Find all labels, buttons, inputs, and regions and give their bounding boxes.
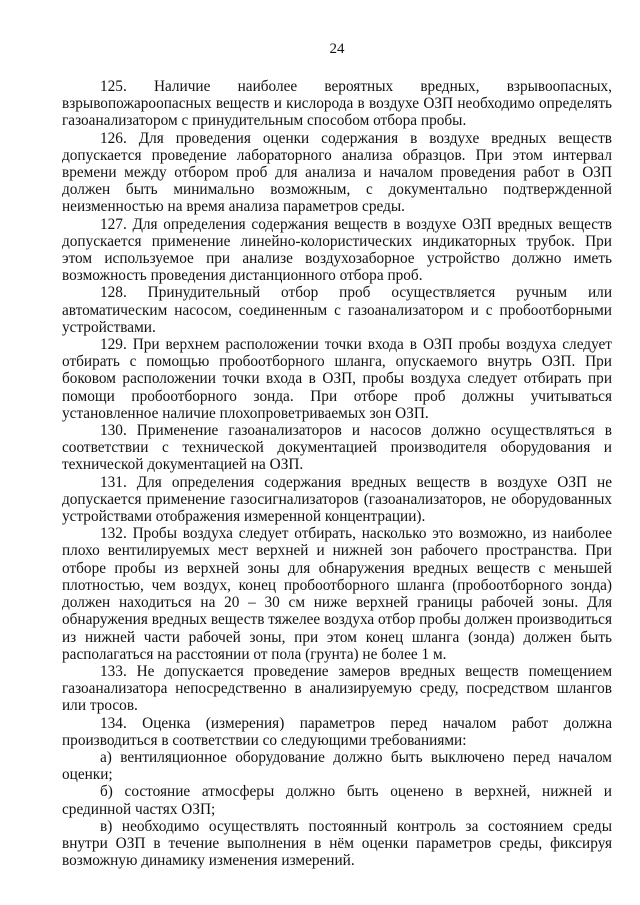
paragraph-134: 134. Оценка (измерения) параметров перед началом работ должна производиться в соответствии со следующими требованиями: xyxy=(62,714,612,749)
paragraph-128: 128. Принудительный отбор проб осуществляется ручным или автоматическим насосом, соединенным с газоанализатором и с пробоотборными устройствами. xyxy=(62,284,612,336)
list-item-b: б) состояние атмосферы должно быть оценено в верхней, нижней и срединной частях ОЗП; xyxy=(62,783,612,818)
paragraph-129: 129. При верхнем расположении точки входа в ОЗП пробы воздуха следует отбирать с помощью пробоотборного шланга, опускаемого внутрь ОЗП. При боковом расположении точки входа в ОЗП, пробы воздуха следует отбирать при помощи пробоотборного зонда. При отборе проб должны учитываться установленное наличие плохопроветриваемых зон ОЗП. xyxy=(62,336,612,422)
list-item-v: в) необходимо осуществлять постоянный контроль за состоянием среды внутри ОЗП в течение выполнения в нём оценки параметров среды, фиксируя возможную динамику изменения измерений. xyxy=(62,817,612,870)
paragraph-130: 130. Применение газоанализаторов и насосов должно осуществляться в соответствии с технической документацией производителя оборудования и технической документацией на ОЗП. xyxy=(62,422,612,474)
paragraph-126: 126. Для проведения оценки содержания в воздухе вредных веществ допускается проведение лабораторного анализа образцов. При этом интервал времени между отбором проб для анализа и началом проведения работ в ОЗП должен быть минимально возможным, с документально подтвержденной неизменностью на время анализа параметров среды. xyxy=(62,129,612,216)
list-item-a: а) вентиляционное оборудование должно быть выключено перед началом оценки; xyxy=(62,748,612,784)
paragraph-131: 131. Для определения содержания вредных веществ в воздухе ОЗП не допускается применение газосигнализаторов (газоанализаторов, не оборудованных устройствами отображения измеренной концентрации). xyxy=(62,473,612,526)
page-number: 24 xyxy=(329,41,345,57)
paragraph-133: 133. Не допускается проведение замеров вредных веществ помещением газоанализатора непосредственно в анализируемую среду, посредством шлангов или тросов. xyxy=(62,662,612,715)
paragraph-132: 132. Пробы воздуха следует отбирать, насколько это возможно, из наиболее плохо вентилируемых мест верхней и нижней зон рабочего пространства. При отборе пробы из верхней зоны для обнаружения вредных веществ с меньшей плотностью, чем воздух, конец пробоотборного шланга (пробоотборного зонда) должен находиться на 20 – 30 см ниже верхней границы рабочей зоны. Для обнаружения вредных веществ тяжелее воздуха отбор пробы должен производиться из нижней части рабочей зоны, при этом конец шланга (зонда) должен быть располагаться на расстоянии от пола (грунта) не более 1 м. xyxy=(62,525,612,663)
paragraph-125: 125. Наличие наиболее вероятных вредных, взрывоопасных, взрывопожароопасных веществ и кислорода в воздухе ОЗП необходимо определять газоанализатором с принудительным способом отбора пробы. xyxy=(62,78,612,130)
paragraph-127: 127. Для определения содержания веществ в воздухе ОЗП вредных веществ допускается применение линейно-колористических индикаторных трубок. При этом используемое при анализе воздухозаборное устройство должно иметь возможность проведения дистанционного отбора проб. xyxy=(62,215,612,285)
